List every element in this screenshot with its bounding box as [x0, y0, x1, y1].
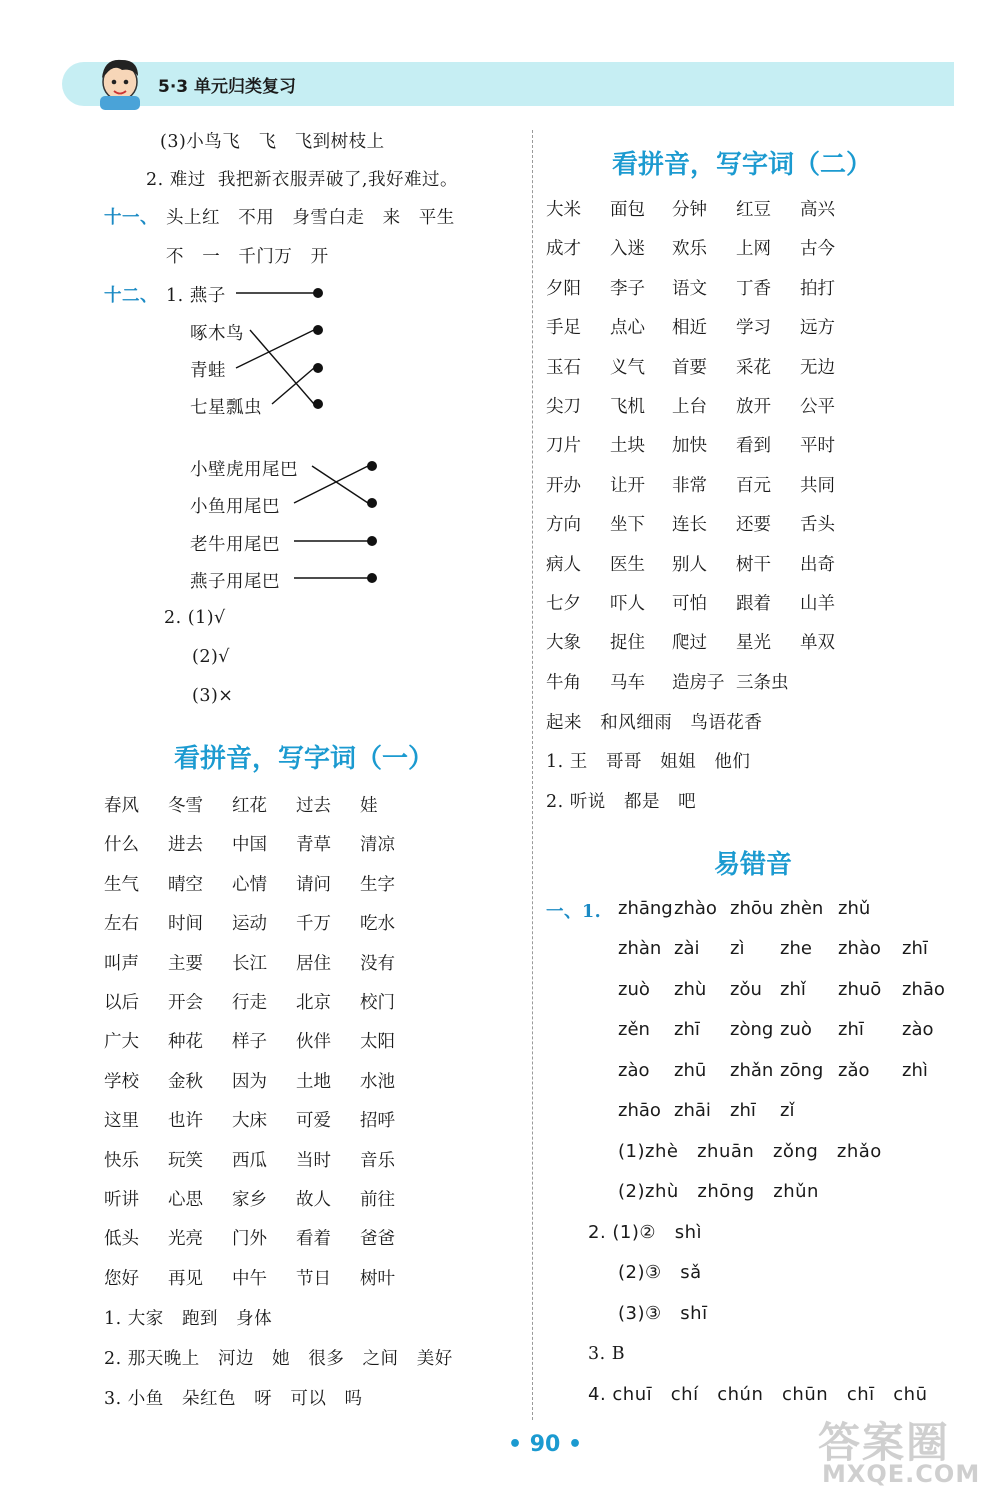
grid-cell: 牛角 — [546, 672, 581, 693]
grid-cell: 点心 — [610, 318, 645, 339]
answer-line: (2)√ — [192, 647, 230, 667]
match-dot — [367, 536, 377, 546]
match-dot — [313, 399, 323, 409]
answer-line: 4. chuī chí chún chūn chī chū — [588, 1384, 928, 1405]
grid-cell: 土地 — [296, 1071, 331, 1092]
grid-cell: 无边 — [800, 357, 835, 378]
grid-cell: 您好 — [104, 1268, 139, 1289]
match-dot — [313, 363, 323, 373]
grid-cell: 当时 — [296, 1150, 331, 1171]
answer-line: (3)小鸟飞 飞 飞到树枝上 — [160, 132, 385, 152]
grid-cell: 树叶 — [360, 1268, 395, 1289]
grid-cell: 过去 — [296, 796, 331, 816]
grid-cell: 水池 — [360, 1071, 395, 1092]
grid-cell: 行走 — [232, 993, 267, 1013]
page-number: • 90 • — [508, 1432, 583, 1457]
grid-cell: 拍打 — [800, 278, 835, 299]
grid-cell: zuò — [618, 978, 650, 1000]
grid-cell: 病人 — [546, 554, 581, 575]
section-heading: 看拼音，写字词（二） — [612, 150, 873, 180]
grid-cell: 山羊 — [800, 594, 835, 614]
answer-line: 2. 听说 都是 吧 — [546, 792, 697, 812]
match-item: 青蛙 — [190, 361, 226, 381]
grid-cell: 学习 — [736, 318, 771, 339]
grid-cell: 太阳 — [360, 1032, 395, 1053]
grid-cell: zhī — [838, 1019, 864, 1041]
grid-cell: 没有 — [360, 953, 395, 974]
grid-cell: 进去 — [168, 835, 203, 856]
matching-lines — [0, 0, 1000, 700]
grid-cell: 三条虫 — [736, 672, 789, 693]
grid-cell: 尖刀 — [546, 397, 581, 417]
answer-line: (3)× — [192, 686, 234, 706]
match-dot — [313, 325, 323, 335]
grid-cell: 校门 — [360, 993, 395, 1013]
match-dot — [367, 461, 377, 471]
grid-cell: 开办 — [546, 475, 581, 496]
grid-cell: zhī — [674, 1019, 700, 1041]
grid-cell: 马车 — [610, 672, 645, 693]
grid-cell: zǐ — [780, 1100, 795, 1121]
answer-line: 起来 和风细雨 鸟语花香 — [546, 713, 763, 733]
answer-line: (2)zhù zhōng zhǔn — [618, 1181, 819, 1202]
grid-cell: 西瓜 — [232, 1150, 267, 1171]
grid-cell: zhuō — [838, 978, 882, 1000]
grid-cell: 居住 — [296, 953, 331, 974]
grid-cell: 样子 — [232, 1032, 267, 1053]
grid-cell: 李子 — [610, 278, 645, 299]
grid-cell: 光亮 — [168, 1229, 203, 1250]
grid-cell: 高兴 — [800, 200, 835, 220]
match-item: 啄木鸟 — [190, 324, 244, 344]
grid-cell: 放开 — [736, 397, 771, 417]
grid-cell: 千万 — [296, 914, 331, 935]
grid-cell: 上网 — [736, 239, 771, 260]
grid-cell: 时间 — [168, 914, 203, 935]
grid-cell: zhǎn — [730, 1059, 774, 1081]
section-heading: 看拼音，写字词（一） — [174, 744, 435, 774]
grid-cell: 入迷 — [610, 239, 645, 260]
grid-cell: 造房子 — [672, 672, 725, 693]
grid-cell: zhù — [674, 978, 707, 1000]
grid-cell: zǒu — [730, 978, 762, 1000]
grid-cell: zhāi — [674, 1100, 711, 1121]
grid-cell: 可爱 — [296, 1111, 331, 1132]
grid-cell: zòng — [730, 1019, 774, 1041]
match-dot — [367, 498, 377, 508]
answer-line: 2. (1)√ — [164, 608, 226, 628]
grid-cell: zhāng — [618, 898, 673, 919]
grid-cell: 还要 — [736, 515, 771, 536]
header-title: 5·3 单元归类复习 — [158, 77, 297, 97]
grid-cell: 金秋 — [168, 1071, 203, 1092]
grid-cell: 门外 — [232, 1229, 267, 1250]
grid-cell: 别人 — [672, 554, 707, 575]
grid-cell: 主要 — [168, 953, 203, 974]
watermark-url: MXQE.COM — [822, 1460, 981, 1488]
answer-line: 2. (1)② shì — [588, 1222, 702, 1243]
grid-cell: 玩笑 — [168, 1150, 203, 1171]
answer-line: 3. 小鱼 朵红色 呀 可以 吗 — [104, 1389, 363, 1409]
grid-cell: zhū — [674, 1059, 707, 1081]
grid-cell: 飞机 — [610, 397, 645, 417]
grid-cell: 成才 — [546, 239, 581, 260]
section-label-11: 十一、 — [104, 208, 158, 228]
watermark — [818, 1410, 986, 1490]
match-item: 燕子用尾巴 — [190, 572, 280, 592]
grid-cell: 可怕 — [672, 594, 707, 614]
answer-line: 头上红 不用 身雪白走 来 平生 — [166, 208, 455, 228]
grid-cell: 单双 — [800, 633, 835, 654]
grid-cell: 土块 — [610, 436, 645, 457]
grid-cell: zhì — [902, 1059, 928, 1081]
grid-cell: zuò — [780, 1019, 812, 1041]
grid-cell: 夕阳 — [546, 278, 581, 299]
grid-cell: 星光 — [736, 633, 771, 654]
grid-cell: 招呼 — [360, 1111, 395, 1132]
grid-cell: 中国 — [232, 835, 267, 856]
grid-cell: 北京 — [296, 993, 331, 1013]
grid-cell: zhèn — [780, 898, 824, 919]
grid-cell: 这里 — [104, 1111, 139, 1132]
grid-cell: 大床 — [232, 1111, 267, 1132]
grid-cell: zhào — [838, 938, 881, 960]
grid-cell: 中午 — [232, 1268, 267, 1289]
grid-cell: 上台 — [672, 397, 707, 417]
grid-cell: 非常 — [672, 475, 707, 496]
grid-cell: 清凉 — [360, 835, 395, 856]
match-dot — [367, 573, 377, 583]
grid-cell: zěn — [618, 1019, 650, 1041]
grid-cell: 故人 — [296, 1190, 331, 1210]
answer-line: (3)③ shī — [618, 1303, 708, 1324]
grid-cell: 分钟 — [672, 200, 707, 220]
grid-cell: zhàn — [618, 938, 662, 960]
grid-cell: 出奇 — [800, 554, 835, 575]
grid-cell: 相近 — [672, 318, 707, 339]
grid-cell: 让开 — [610, 475, 645, 496]
grid-cell: zhe — [780, 938, 812, 960]
grid-cell: 吃水 — [360, 914, 395, 935]
grid-cell: 首要 — [672, 357, 707, 378]
grid-cell: zhāo — [618, 1100, 661, 1121]
section-label-12: 十二、 — [104, 286, 158, 306]
grid-cell: 连长 — [672, 515, 707, 536]
grid-cell: 运动 — [232, 914, 267, 935]
grid-cell: 爬过 — [672, 633, 707, 654]
grid-cell: 看着 — [296, 1229, 331, 1250]
grid-cell: 春风 — [104, 796, 139, 816]
grid-cell: zōng — [780, 1059, 824, 1081]
grid-cell: zhǐ — [780, 978, 806, 1000]
grid-cell: zhào — [674, 898, 717, 919]
grid-cell: 共同 — [800, 475, 835, 496]
grid-cell: 也许 — [168, 1111, 203, 1132]
grid-cell: 捉住 — [610, 633, 645, 654]
grid-cell: 跟着 — [736, 594, 771, 614]
grid-cell: zǎo — [838, 1059, 870, 1081]
grid-cell: 学校 — [104, 1071, 139, 1092]
grid-cell: 伙伴 — [296, 1032, 331, 1053]
grid-cell: 医生 — [610, 554, 645, 575]
grid-cell: zào — [902, 1019, 934, 1041]
grid-cell: zhī — [730, 1100, 756, 1121]
grid-cell: 青草 — [296, 835, 331, 856]
grid-cell: zhī — [902, 938, 928, 960]
grid-cell: 爸爸 — [360, 1229, 395, 1250]
grid-cell: 请问 — [296, 874, 331, 895]
grid-cell: 红花 — [232, 796, 267, 816]
match-item: 七星瓢虫 — [190, 398, 262, 418]
grid-cell: 采花 — [736, 357, 771, 378]
grid-cell: 前往 — [360, 1190, 395, 1210]
grid-cell: 听讲 — [104, 1190, 139, 1210]
grid-cell: 晴空 — [168, 874, 203, 895]
answer-line: 2. 难过 我把新衣服弄破了,我好难过。 — [146, 170, 458, 190]
grid-cell: 百元 — [736, 475, 771, 496]
match-dot — [313, 288, 323, 298]
grid-cell: 长江 — [232, 953, 267, 974]
answer-line: 3. B — [588, 1344, 626, 1364]
watermark-text: 答案圈 — [818, 1418, 951, 1467]
grid-cell: 开会 — [168, 993, 203, 1013]
grid-cell: 心思 — [168, 1190, 203, 1210]
grid-cell: 红豆 — [736, 200, 771, 220]
grid-cell: 家乡 — [232, 1190, 267, 1210]
grid-cell: 刀片 — [546, 436, 581, 457]
grid-cell: 吓人 — [610, 594, 645, 614]
grid-cell: zhǔ — [838, 898, 871, 919]
grid-cell: 面包 — [610, 200, 645, 220]
grid-cell: 玉石 — [546, 357, 581, 378]
section-label: 一、1. — [546, 902, 602, 922]
grid-cell: 义气 — [610, 357, 645, 378]
grid-cell: zào — [618, 1059, 650, 1081]
grid-cell: zài — [674, 938, 700, 960]
answer-line: 1. 王 哥哥 姐姐 他们 — [546, 752, 751, 772]
grid-cell: 广大 — [104, 1032, 139, 1053]
grid-cell: 快乐 — [104, 1150, 139, 1171]
answer-line: (2)③ sǎ — [618, 1262, 702, 1283]
match-item: 老牛用尾巴 — [190, 535, 280, 555]
grid-cell: 公平 — [800, 397, 835, 417]
grid-cell: zhāo — [902, 978, 945, 1000]
grid-cell: 丁香 — [736, 278, 771, 299]
grid-cell: 低头 — [104, 1229, 139, 1250]
grid-cell: 叫声 — [104, 953, 139, 974]
grid-cell: 平时 — [800, 436, 835, 457]
grid-cell: 再见 — [168, 1268, 203, 1289]
match-item: 1. 燕子 — [166, 286, 226, 306]
answer-line: 1. 大家 跑到 身体 — [104, 1309, 273, 1329]
grid-cell: 娃 — [360, 796, 378, 816]
grid-cell: 坐下 — [610, 515, 645, 536]
grid-cell: 语文 — [672, 278, 707, 299]
match-item: 小鱼用尾巴 — [190, 497, 280, 517]
grid-cell: 左右 — [104, 914, 139, 935]
grid-cell: 音乐 — [360, 1150, 395, 1171]
grid-cell: 加快 — [672, 436, 707, 457]
grid-cell: 方向 — [546, 515, 581, 536]
grid-cell: 生字 — [360, 874, 395, 895]
grid-cell: 以后 — [104, 993, 139, 1013]
grid-cell: 七夕 — [546, 594, 581, 614]
grid-cell: 古今 — [800, 239, 835, 260]
answer-line: 不 一 千门万 开 — [166, 247, 329, 267]
grid-cell: 树干 — [736, 554, 771, 575]
grid-cell: 欢乐 — [672, 239, 707, 260]
grid-cell: zhōu — [730, 898, 774, 919]
grid-cell: 生气 — [104, 874, 139, 895]
grid-cell: 冬雪 — [168, 796, 203, 816]
match-item: 小壁虎用尾巴 — [190, 460, 298, 480]
grid-cell: 舌头 — [800, 515, 835, 536]
grid-cell: 因为 — [232, 1071, 267, 1092]
grid-cell: 什么 — [104, 835, 139, 856]
grid-cell: 种花 — [168, 1032, 203, 1053]
grid-cell: 看到 — [736, 436, 771, 457]
section-heading: 易错音 — [714, 850, 793, 880]
grid-cell: zì — [730, 938, 745, 960]
grid-cell: 节日 — [296, 1268, 331, 1289]
grid-cell: 大米 — [546, 200, 581, 220]
grid-cell: 心情 — [232, 874, 267, 895]
answer-line: (1)zhè zhuān zǒng zhǎo — [618, 1141, 882, 1162]
answer-line: 2. 那天晚上 河边 她 很多 之间 美好 — [104, 1349, 453, 1369]
grid-cell: 大象 — [546, 633, 581, 654]
grid-cell: 远方 — [800, 318, 835, 339]
grid-cell: 手足 — [546, 318, 581, 339]
